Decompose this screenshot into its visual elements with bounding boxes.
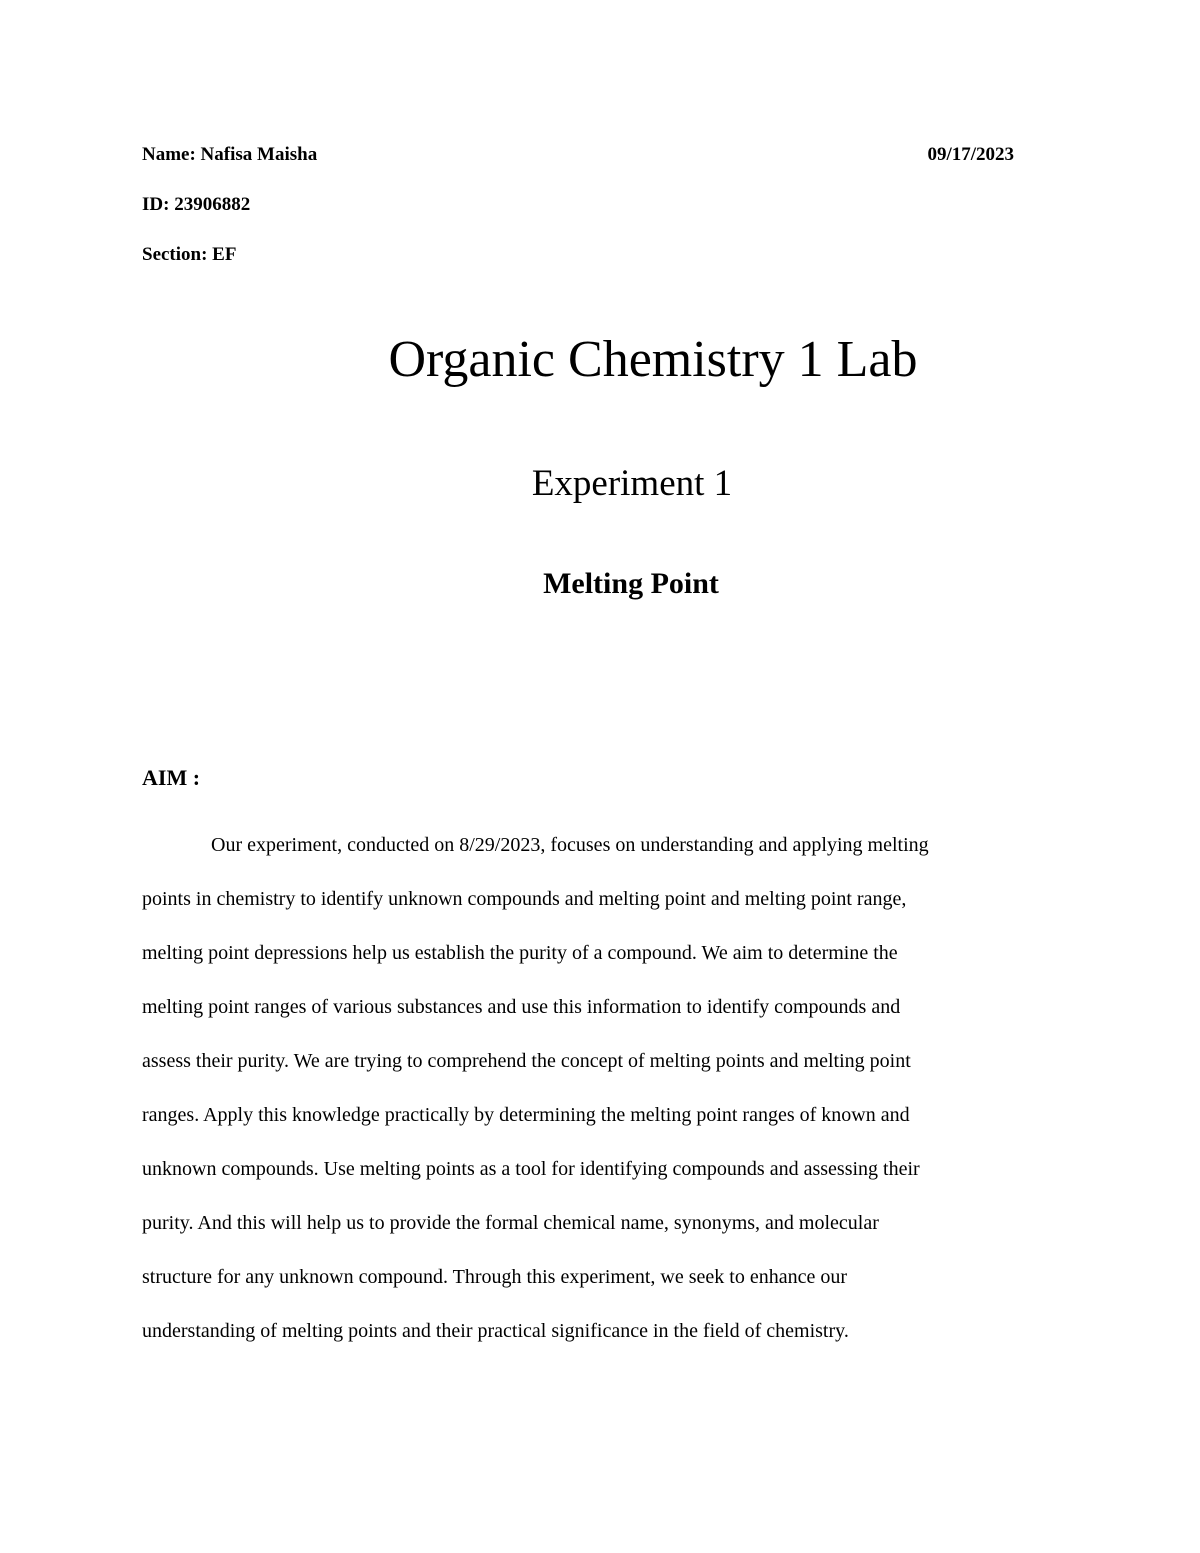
- aim-line: Our experiment, conducted on 8/29/2023, focuses on understanding and applying melting: [211, 834, 929, 856]
- report-date: 09/17/2023: [927, 144, 1014, 165]
- aim-line: purity. And this will help us to provide the formal chemical name, synonyms, and molecular: [142, 1212, 879, 1234]
- aim-line: ranges. Apply this knowledge practically by determining the melting point ranges of known and: [142, 1104, 910, 1126]
- aim-line: melting point depressions help us establish the purity of a compound. We aim to determine the: [142, 942, 898, 964]
- student-section: Section: EF: [142, 244, 237, 265]
- aim-line: understanding of melting points and their practical significance in the field of chemistry.: [142, 1320, 849, 1342]
- aim-line: unknown compounds. Use melting points as a tool for identifying compounds and assessing their: [142, 1158, 920, 1180]
- aim-line: points in chemistry to identify unknown compounds and melting point and melting point range,: [142, 888, 907, 910]
- experiment-topic: Melting Point: [543, 567, 719, 600]
- document-title: Organic Chemistry 1 Lab: [388, 331, 918, 388]
- aim-line: melting point ranges of various substances and use this information to identify compounds and: [142, 996, 901, 1018]
- aim-paragraph: [142, 818, 1058, 1358]
- student-name: Name: Nafisa Maisha: [142, 144, 318, 165]
- aim-line: assess their purity. We are trying to comprehend the concept of melting points and melting point: [142, 1050, 911, 1072]
- student-id: ID: 23906882: [142, 194, 251, 215]
- experiment-number: Experiment 1: [531, 463, 733, 504]
- aim-heading: AIM :: [142, 765, 201, 790]
- aim-line: structure for any unknown compound. Through this experiment, we seek to enhance our: [142, 1266, 847, 1288]
